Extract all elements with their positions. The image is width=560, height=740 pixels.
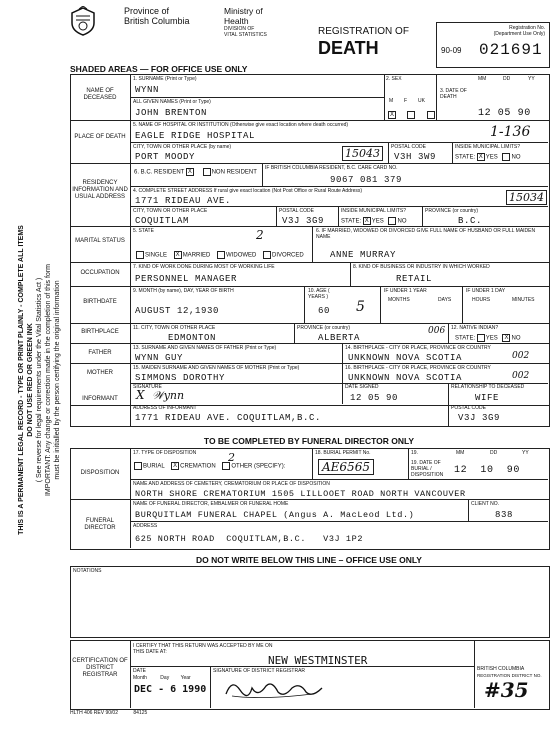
sex-f-label: F: [404, 98, 408, 104]
birthplace-province-label: PROVINCE (or country): [297, 325, 351, 331]
burial-permit-label: 18. BURIAL PERMIT No.: [315, 450, 371, 456]
sex-label: 2. SEX: [386, 76, 402, 82]
footer-form-no: [70, 710, 147, 716]
birthplace-code: 006: [428, 326, 446, 336]
certify-label: I CERTIFY THAT THIS RETURN WAS ACCEPTED BY ME ON THIS DATE AT:: [133, 643, 273, 655]
bc-resident-label: 6. B.C. RESIDENT: [134, 169, 185, 176]
cremation-checkbox[interactable]: X: [173, 463, 178, 469]
mother-birthplace-code: 002: [512, 371, 530, 381]
marital-code: 2: [256, 228, 264, 242]
occupation-label: 7. KIND OF WORK DONE DURING MOST OF WORKING LIFE: [133, 264, 275, 270]
cemetery-label: NAME AND ADDRESS OF CEMETERY, CREMATORIUM OR PLACE OF DISPOSITION: [133, 481, 330, 487]
spouse-label: 6. IF MARRIED, WIDOWED OR DIVORCED GIVE FULL NAME OF HUSBAND OR FULL MAIDEN NAME: [316, 228, 536, 240]
father-name-value[interactable]: WYNN GUY: [135, 353, 184, 363]
disposition-options: [134, 462, 285, 470]
reg-no-value: 021691: [479, 41, 543, 59]
dod-dd-label: DD: [503, 76, 511, 82]
res-city-value[interactable]: COQUITLAM: [135, 216, 190, 226]
other-checkbox[interactable]: [222, 462, 230, 470]
side-line-5: must be initialled by the person certifying the original information: [54, 280, 61, 480]
burial-checkbox[interactable]: [134, 462, 142, 470]
cert-day-label: Day: [160, 675, 170, 681]
cremation-label: CREMATION: [180, 463, 216, 470]
street-value[interactable]: 1771 RIDEAU AVE.: [135, 196, 232, 206]
disposition-date-no: 19.: [411, 450, 418, 456]
other-label: OTHER (SPECIFY):: [231, 463, 286, 470]
sex-f-checkbox[interactable]: [407, 111, 415, 119]
res-province-value[interactable]: B.C.: [458, 216, 483, 226]
side-line-1: THIS IS A PERMANENT LEGAL RECORD - TYPE OR PRINT PLAINLY - COMPLETE ALL ITEMS: [18, 225, 25, 535]
widowed-checkbox[interactable]: [217, 251, 225, 259]
informant-address-value[interactable]: 1771 RIDEAU AVE. COQUITLAM,B.C.: [135, 413, 322, 423]
side-line-2: DO NOT USE RED OR GREEN INK: [27, 323, 34, 437]
informant-signature: X 𝒲ynn: [136, 388, 185, 402]
notations-label: NOTATIONS: [73, 568, 102, 574]
cemetery-value[interactable]: NORTH SHORE CREMATORIUM 1505 LILLOOET ROAD NORTH VANCOUVER: [135, 489, 466, 499]
mother-name-label: 15. MAIDEN SURNAME AND GIVEN NAMES OF MOTHER (Print or Type): [133, 365, 300, 371]
registration-number-box: [436, 22, 550, 68]
father-birthplace-label: 14. BIRTHPLACE - CITY OR PLACE, PROVINCE OR COUNTRY: [345, 345, 491, 351]
death-postal-value[interactable]: V3H 3W9: [394, 152, 437, 162]
informant-section-extension: [70, 404, 131, 427]
burial-permit-value[interactable]: AE6565: [318, 459, 374, 475]
section-informant: INFORMANT: [82, 396, 118, 402]
father-name-label: 13. SURNAME AND GIVEN NAMES OF FATHER (Print or Type): [133, 345, 277, 351]
informant-signature-label: SIGNATURE: [133, 384, 162, 390]
res-yes-label: YES: [371, 218, 384, 225]
res-no-checkbox[interactable]: [388, 217, 396, 225]
funeral-name-value[interactable]: BURQUITLAM FUNERAL CHAPEL (Angus A. MacLeod Ltd.): [135, 510, 415, 520]
date-signed-value[interactable]: 12 05 90: [350, 393, 399, 403]
funeral-address-label: ADDRESS: [133, 523, 158, 529]
res-inside-limits-label: INSIDE MUNICIPAL LIMITS?: [341, 208, 407, 214]
shaded-note: SHADED AREAS — FOR OFFICE USE ONLY: [70, 64, 248, 74]
dod-mm-label: MM: [478, 76, 487, 82]
section-disposition: DISPOSITION: [80, 470, 120, 476]
care-card-label: IF BRITISH COLUMBIA RESIDENT, B.C. CARE CARD NO.: [265, 165, 398, 171]
bc-label: BRITISH COLUMBIA: [477, 666, 525, 672]
under-1-day-label: IF UNDER 1 DAY: [466, 288, 506, 294]
given-names-value[interactable]: JOHN BRENTON: [135, 108, 208, 118]
section-birthdate: BIRTHDATE: [83, 299, 117, 305]
age-label: 10. AGE ( YEARS ): [308, 288, 330, 300]
section-funeral-director: FUNERAL DIRECTOR: [84, 518, 116, 531]
res-province-label: PROVINCE (or country): [425, 208, 479, 214]
death-no-label: NO: [511, 154, 521, 161]
bc-crest-logo: [68, 6, 98, 36]
bc-resident-checkbox[interactable]: X: [187, 169, 192, 175]
section-residency: RESIDENCY INFORMATION AND USUAL ADDRESS: [72, 180, 128, 200]
hospital-label: 5. NAME OF HOSPITAL OR INSTITUTION (Otherwise give exact location where death occurred): [133, 122, 349, 128]
single-label: SINGLE: [145, 252, 168, 259]
funeral-address-value[interactable]: 625 NORTH ROAD COQUITLAM,B.C. V3J 1P2: [135, 534, 364, 544]
reg-no-sub: (Department Use Only): [493, 31, 545, 37]
funeral-name-label: NAME OF FUNERAL DIRECTOR, EMBALMER OR FUNERAL HOME: [133, 501, 289, 507]
division-line-1: DIVISION OF: [224, 26, 255, 32]
disp-mm-label: MM: [456, 450, 465, 456]
burial-label: BURIAL: [143, 463, 165, 470]
death-inside-limits-options: [455, 153, 520, 161]
funeral-header: TO BE COMPLETED BY FUNERAL DIRECTOR ONLY: [203, 436, 415, 446]
disp-yy-label: YY: [522, 450, 529, 456]
date-of-death-value[interactable]: 12 05 90: [478, 108, 531, 119]
days-label: DAYS: [438, 297, 452, 303]
do-not-write-note: DO NOT WRITE BELOW THIS LINE – OFFICE USE ONLY: [196, 555, 422, 565]
notations-box: [70, 566, 550, 638]
ministry-line-1: Ministry of: [224, 6, 263, 16]
section-birthplace: BIRTHPLACE: [81, 329, 119, 335]
res-yes-checkbox[interactable]: X: [364, 218, 369, 224]
disp-dd-label: DD: [490, 450, 498, 456]
res-inside-limits-options: [341, 217, 406, 225]
section-name-of-deceased: NAME OF DECEASED: [83, 88, 117, 101]
age-code: 5: [356, 299, 365, 315]
district-no-value: #35: [484, 678, 529, 702]
death-no-checkbox[interactable]: [502, 153, 510, 161]
informant-address-label: ADDRESS OF INFORMANT: [133, 405, 197, 411]
cert-date-stamp: DEC - 6 1990: [134, 684, 207, 695]
native-indian-options: [455, 334, 520, 342]
under-1-year-label: IF UNDER 1 YEAR: [384, 288, 427, 294]
death-postal-label: POSTAL CODE: [391, 144, 427, 150]
death-state-label: STATE:: [455, 154, 476, 161]
cert-date-parts: [133, 675, 191, 681]
reg-no-label: Registration No.: [509, 25, 545, 31]
industry-value[interactable]: RETAIL: [396, 274, 433, 284]
death-inside-limits-label: INSIDE MUNICIPAL LIMITS?: [455, 144, 521, 150]
hours-label: HOURS: [472, 297, 491, 303]
street-label: 4. COMPLETE STREET ADDRESS If rural give exact location (Not Post Office or Rural Route Address): [133, 188, 363, 194]
section-certification: CERTIFICATION OF DISTRICT REGISTRAR: [72, 658, 128, 678]
death-yes-checkbox[interactable]: X: [478, 154, 483, 160]
side-instructions: [17, 20, 77, 740]
res-city-label: CITY, TOWN OR OTHER PLACE: [133, 208, 208, 214]
informant-postal-value[interactable]: V3J 3G9: [458, 413, 501, 423]
informant-postal-label: POSTAL CODE: [451, 405, 487, 411]
spouse-value[interactable]: ANNE MURRAY: [330, 250, 397, 260]
native-state-label: STATE:: [455, 335, 476, 342]
hospital-code: 1-136: [490, 124, 531, 140]
surname-value[interactable]: WYNN: [135, 85, 160, 95]
sex-checkboxes: [388, 106, 436, 124]
ministry-line-2: Health: [224, 16, 249, 26]
birthplace-province-value[interactable]: ALBERTA: [318, 333, 361, 343]
care-card-value[interactable]: 9067 081 379: [330, 175, 403, 185]
cert-year-label: Year: [180, 675, 191, 681]
province-line-1: Province of: [124, 6, 170, 16]
native-yes-label: YES: [485, 335, 498, 342]
death-city-value[interactable]: PORT MOODY: [135, 152, 196, 162]
mother-birthplace-value[interactable]: UNKNOWN NOVA SCOTIA: [348, 373, 463, 383]
native-indian-label: 12. NATIVE INDIAN?: [451, 325, 499, 331]
section-father: FATHER: [88, 350, 112, 356]
section-mother: MOTHER: [87, 370, 113, 376]
disposition-code: 2: [228, 451, 235, 464]
dod-yy-label: YY: [528, 76, 535, 82]
dob-value[interactable]: AUGUST 12,1930: [135, 306, 220, 316]
ministry-header: [224, 6, 267, 38]
divorced-checkbox[interactable]: [263, 251, 271, 259]
side-line-3: ( See reverse for legal requirements under the Vital Statistics Act ): [36, 277, 43, 483]
mother-birthplace-label: 16. BIRTHPLACE - CITY OR PLACE, PROVINCE OR COUNTRY: [345, 365, 491, 371]
resident-options: [134, 168, 257, 176]
cert-date-label: DATE: [133, 668, 146, 674]
disposition-date-value[interactable]: 12 10 90: [454, 465, 521, 476]
relationship-label: RELATIONSHIP TO DECEASED: [451, 384, 525, 390]
death-city-label: CITY, TOWN OR OTHER PLACE (by name): [133, 144, 232, 150]
province-header: [124, 6, 190, 26]
sex-m-checkbox[interactable]: X: [389, 111, 394, 118]
footer-form-no-text: HLTH 406 REV 90/02: [70, 710, 118, 716]
mother-name-value[interactable]: SIMMONS DOROTHY: [135, 373, 226, 383]
district-no-label: REGISTRATION DISTRICT NO.: [477, 673, 542, 678]
registrar-signature-label: SIGNATURE OF DISTRICT REGISTRAR: [213, 668, 306, 674]
section-occupation: OCCUPATION: [80, 270, 120, 276]
age-value[interactable]: 60: [318, 306, 331, 316]
date-of-death-label: 3. DATE OF DEATH: [440, 88, 467, 100]
death-yes-label: YES: [485, 154, 498, 161]
res-no-label: NO: [397, 218, 407, 225]
months-label: MONTHS: [388, 297, 410, 303]
province-line-2: British Columbia: [124, 16, 190, 26]
death-city-code: 15043: [342, 146, 383, 161]
divorced-label: DIVORCED: [272, 252, 304, 259]
sex-m-label: M: [389, 98, 394, 104]
reg-no-prefix: 90-09: [441, 46, 462, 55]
res-postal-label: POSTAL CODE: [279, 208, 315, 214]
birthplace-city-label: 11. CITY, TOWN OR OTHER PLACE: [133, 325, 216, 331]
side-line-4: IMPORTANT: Any change or correction made in the completion of this form: [45, 264, 52, 497]
industry-label: 8. KIND OF BUSINESS OR INDUSTRY IN WHICH WORKED: [353, 264, 490, 270]
client-no-label: CLIENT NO.: [471, 501, 499, 507]
section-marital-status: MARITAL STATUS: [75, 238, 125, 244]
res-postal-value[interactable]: V3J 3G9: [282, 216, 325, 226]
date-signed-label: DATE SIGNED: [345, 384, 379, 390]
cert-month-label: Month: [133, 675, 147, 681]
marital-options: [136, 251, 304, 259]
footer-stock-no: 84125: [133, 710, 148, 716]
non-resident-label: NON RESIDENT: [211, 169, 257, 176]
res-state-label: STATE:: [341, 218, 362, 225]
native-yes-checkbox[interactable]: [477, 334, 485, 342]
registrar-signature: [222, 676, 332, 702]
hospital-value[interactable]: EAGLE RIDGE HOSPITAL: [135, 131, 256, 141]
father-birthplace-value[interactable]: UNKNOWN NOVA SCOTIA: [348, 353, 463, 363]
single-checkbox[interactable]: [136, 251, 144, 259]
street-code: 15034: [506, 190, 547, 205]
form-title-line-1: REGISTRATION OF: [318, 26, 409, 37]
relationship-value[interactable]: WIFE: [475, 393, 500, 403]
sex-uk-checkbox[interactable]: [427, 111, 435, 119]
form-title-line-2: DEATH: [318, 38, 379, 58]
father-birthplace-code: 002: [512, 351, 530, 361]
division-line-2: VITAL STATISTICS: [224, 32, 267, 38]
widowed-label: WIDOWED: [226, 252, 257, 259]
surname-label: 1. SURNAME (Print or Type): [133, 76, 197, 82]
native-no-checkbox[interactable]: X: [504, 335, 509, 341]
client-no-value[interactable]: 838: [495, 510, 514, 520]
registration-place: NEW WESTMINSTER: [268, 654, 368, 667]
minutes-label: MINUTES: [512, 297, 535, 303]
married-checkbox[interactable]: X: [175, 252, 180, 258]
married-label: MARRIED: [182, 252, 211, 259]
form-title: [318, 26, 409, 58]
disposition-type-label: 17. TYPE OF DISPOSITION: [133, 450, 197, 456]
given-names-label: ALL GIVEN NAMES (Print or Type): [133, 99, 211, 105]
sex-uk-label: UK: [418, 98, 425, 104]
disposition-date-label: 19. DATE OF BURIAL / DISPOSITION: [411, 460, 444, 478]
dob-label: 9. MONTH (by name), DAY, YEAR OF BIRTH: [133, 288, 234, 294]
occupation-value[interactable]: PERSONNEL MANAGER: [135, 274, 238, 284]
marital-state-label: 5. STATE: [133, 228, 154, 234]
native-no-label: NO: [511, 335, 521, 342]
section-place-of-death: PLACE OF DEATH: [74, 134, 126, 140]
birthplace-city-value[interactable]: EDMONTON: [168, 333, 217, 343]
non-resident-checkbox[interactable]: [203, 168, 211, 176]
